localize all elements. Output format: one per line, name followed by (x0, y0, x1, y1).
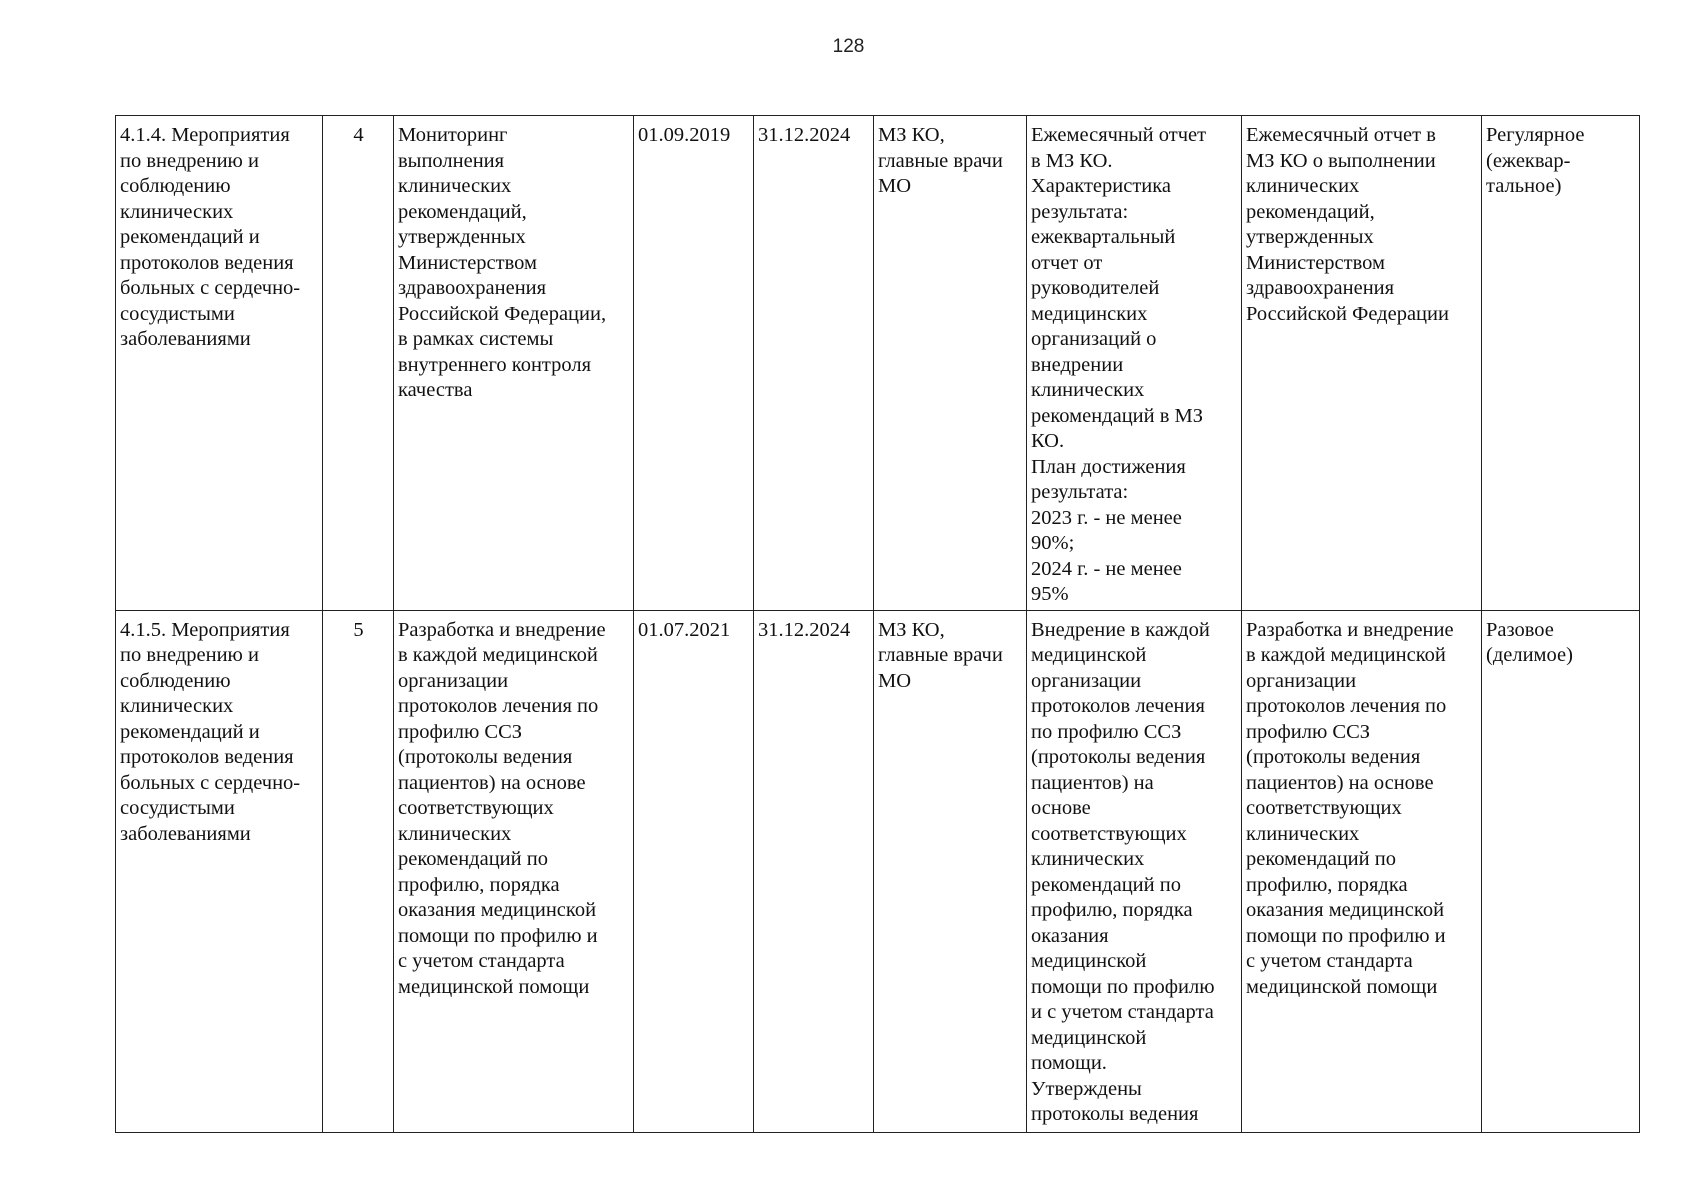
result-cell: Ежемесячный отчет в МЗ КО. Характеристика результата: ежеквартальный отчет от руководителей медицинских организаций о внедрении клинических рекомендаций в МЗ КО. План достижения результата: 2023 г. - не менее 90%; 2024 г. - не менее 95% (1027, 116, 1242, 611)
end-date-cell: 31.12.2024 (754, 610, 874, 1132)
number-cell: 4 (323, 116, 394, 611)
page-number: 128 (832, 36, 865, 57)
responsible-cell: МЗ КО, главные врачи МО (874, 610, 1027, 1132)
control-point-cell: Ежемесячный отчет в МЗ КО о выполнении клинических рекомендаций, утвержденных Министерством здравоохранения Российской Федерации (1242, 116, 1482, 611)
event-cell: 4.1.4. Мероприятия по внедрению и соблюдению клинических рекомендаций и протоколов ведения больных с сердечно- сосудистыми заболеваниями (116, 116, 323, 611)
end-date-cell: 31.12.2024 (754, 116, 874, 611)
description-cell: Мониторинг выполнения клинических рекомендаций, утвержденных Министерством здравоохранения Российской Федерации, в рамках системы внутреннего контроля качества (394, 116, 634, 611)
control-point-cell: Разработка и внедрение в каждой медицинской организации протоколов лечения по профилю ССЗ (протоколы ведения пациентов) на основе соответствующих клинических рекомендаций по профилю, порядка оказания медицинской помощи по профилю и с учетом стандарта медицинской помощи (1242, 610, 1482, 1132)
number-cell: 5 (323, 610, 394, 1132)
type-cell: Регулярное (ежеквар- тальное) (1482, 116, 1640, 611)
event-cell: 4.1.5. Мероприятия по внедрению и соблюдению клинических рекомендаций и протоколов ведения больных с сердечно- сосудистыми заболеваниями (116, 610, 323, 1132)
description-cell: Разработка и внедрение в каждой медицинской организации протоколов лечения по профилю ССЗ (протоколы ведения пациентов) на основе соответствующих клинических рекомендаций по профилю, порядка оказания медицинской помощи по профилю и с учетом стандарта медицинской помощи (394, 610, 634, 1132)
responsible-cell: МЗ КО, главные врачи МО (874, 116, 1027, 611)
type-cell: Разовое (делимое) (1482, 610, 1640, 1132)
table-row (116, 116, 1640, 611)
table-row (116, 610, 1640, 1132)
start-date-cell: 01.09.2019 (634, 116, 754, 611)
result-cell: Внедрение в каждой медицинской организации протоколов лечения по профилю ССЗ (протоколы ведения пациентов) на основе соответствующих клинических рекомендаций по профилю, порядка оказания медицинской помощи по профилю и с учетом стандарта медицинской помощи. Утверждены протоколы ведения (1027, 610, 1242, 1132)
plan-table (115, 115, 1640, 1133)
start-date-cell: 01.07.2021 (634, 610, 754, 1132)
